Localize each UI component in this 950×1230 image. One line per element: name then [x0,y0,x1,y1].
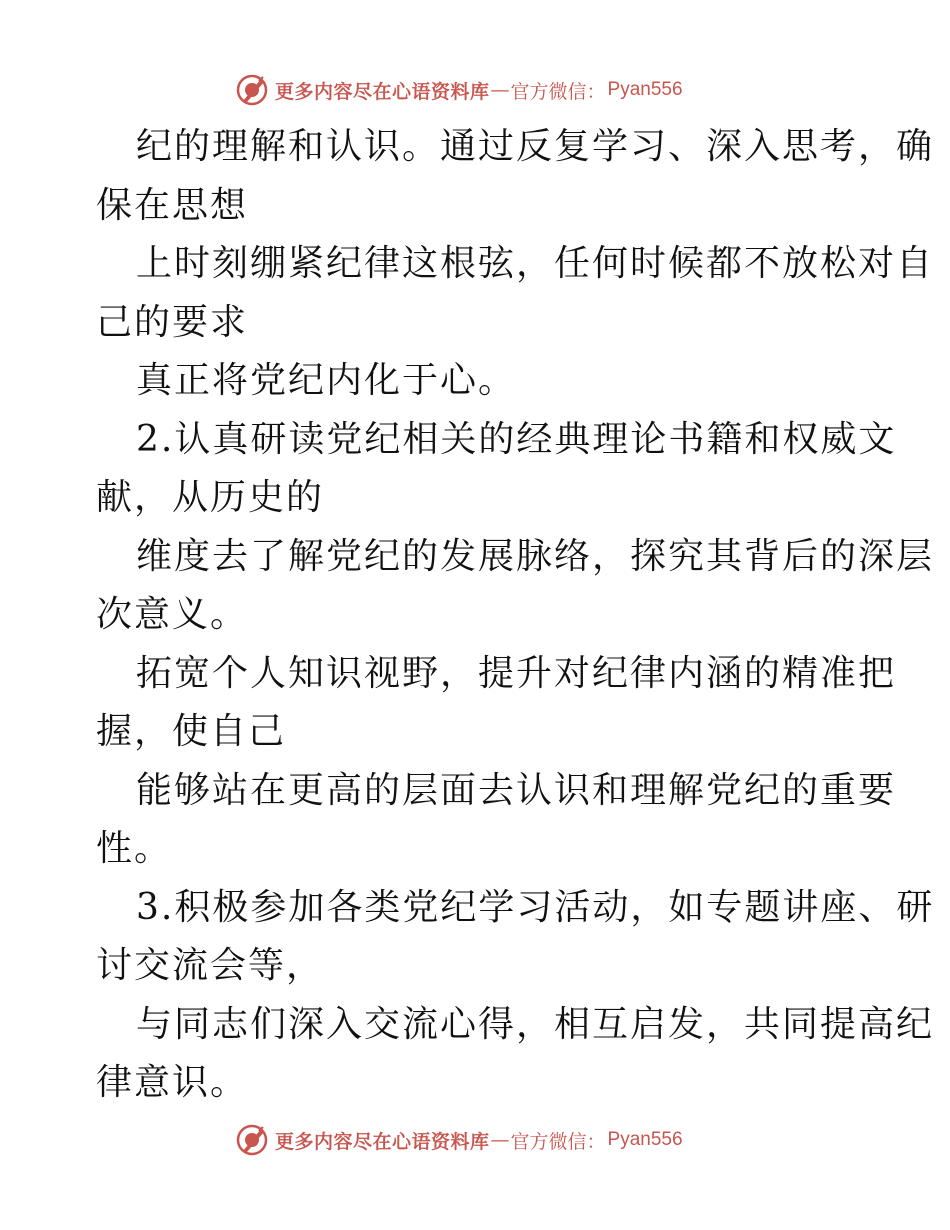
banner-dash: — [490,79,510,101]
banner-wechat-label: 官方微信： [510,80,606,103]
text-line: 讨交流会等， [96,945,325,986]
text-line: 律意识。 [96,1062,249,1103]
text-line: 纪的理解和认识。通过反复学习、深入思考，确 [136,126,935,167]
text-line: 拓宽个人知识视野，提升对纪律内涵的精准把 [136,652,897,694]
text-line: 握，使自己 [96,711,287,752]
text-line: 性。 [96,828,173,869]
text-line: 维度去了解党纪的发展脉络，探究其背后的深层 [136,535,935,577]
banner-wechat-id: Pyan556 [607,1129,683,1150]
footer-banner [235,1122,683,1158]
text-line: 与同志们深入交流心得，相互启发，共同提高纪 [136,1003,935,1045]
banner-dash: — [490,1129,510,1151]
text-line: 上时刻绷紧纪律这根弦，任何时候都不放松对自 [136,243,935,284]
text-line: 能够站在更高的层面去认识和理解党纪的重要 [136,769,897,811]
text-line: 3.积极参加各类党纪学习活动，如专题讲座、研 [136,886,935,928]
quill-logo-icon [235,1123,269,1157]
text-line: 2.认真研读党纪相关的经典理论书籍和权威文 [136,418,897,460]
text-line: 保在思想 [96,184,249,226]
document-body [96,118,935,1113]
text-line: 次意义。 [96,594,249,635]
banner-wechat-label: 官方微信： [510,1130,606,1153]
banner-main-text: 更多内容尽在心语资料库 [275,1130,490,1153]
text-line: 真正将党纪内化于心。 [136,360,517,401]
banner-wechat-id: Pyan556 [607,79,683,100]
text-line: 己的要求 [96,301,249,343]
banner-main-text: 更多内容尽在心语资料库 [275,80,490,103]
text-line: 献，从历史的 [96,477,325,518]
header-banner [235,72,683,108]
quill-logo-icon [235,73,269,107]
